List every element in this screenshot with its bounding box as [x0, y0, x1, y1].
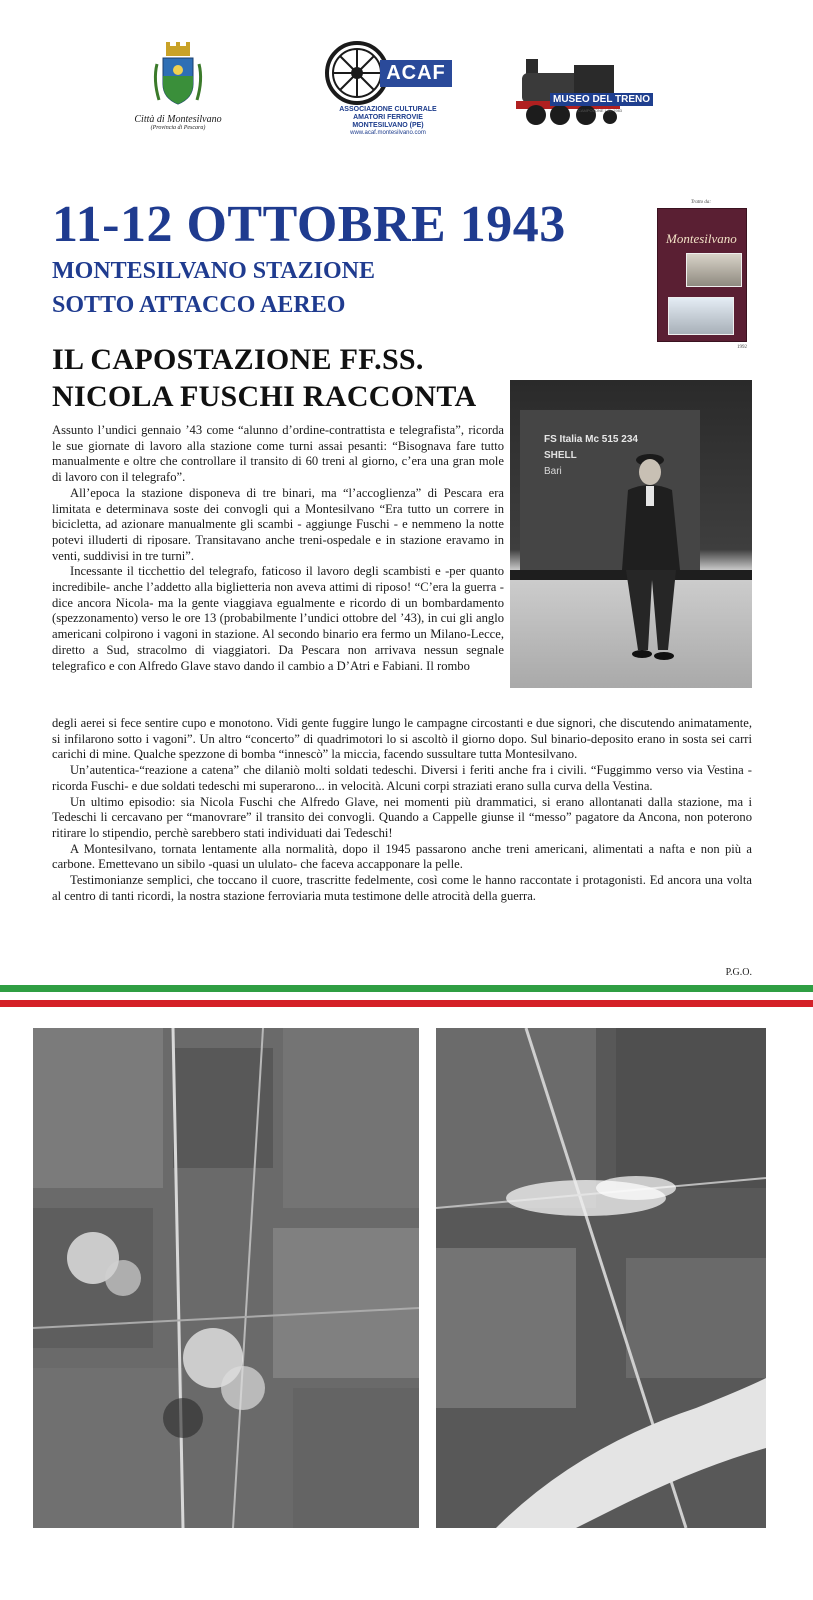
city-name: Città di Montesilvano [134, 114, 222, 125]
museo-label: MUSEO DEL TRENO [550, 93, 653, 106]
aerial-photo-right [436, 1028, 766, 1528]
wagon-sign-line3: Bari [544, 466, 562, 477]
acaf-line3: MONTESILVANO (PE) [352, 122, 424, 129]
steam-locomotive-icon [516, 55, 626, 127]
subtitle-line2: SOTTO ATTACCO AEREO [52, 292, 346, 318]
author-signature: P.G.O. [725, 967, 752, 978]
city-crest-icon [151, 40, 205, 112]
stationmaster-photo [510, 380, 752, 688]
book-caption: Tratto da: [690, 200, 712, 205]
article-paragraph: Un’autentica-“reazione a catena” che dilaniò molti soldati tedeschi. Diversi i feriti anche fra i civili. “Fuggimmo verso via Vestina -ricorda Fuschi- e due soldati tedeschi mi superarono... in velocità. Alcuni corpi straziati erano sulla curva della Vestina. [52, 763, 752, 793]
book-title: Montesilvano [666, 231, 737, 246]
article-column-bottom [52, 716, 752, 904]
article-paragraph: Assunto l’undici gennaio ’43 come “alunno d’ordine-contrattista e telegrafista”, ricorda le sue giornate di lavoro alla stazione come turni assai pesanti: “Bisognava fare tutto manualmente e oltre che controllare il transito di 60 treni al giorno, c’era una gran mole di lavoro con il telegrafo”. [52, 423, 504, 485]
date-title: 11-12 OTTOBRE 1943 [52, 196, 566, 253]
acaf-line2: AMATORI FERROVIE [353, 114, 423, 121]
city-logo [118, 40, 238, 131]
subtitle-line1: MONTESILVANO STAZIONE [52, 258, 375, 284]
book-photo-2 [668, 297, 734, 335]
acaf-logo [318, 40, 458, 136]
article-column-top [52, 423, 504, 674]
flag-stripe-green [0, 985, 813, 992]
wagon-sign-line1: FS Italia Mc 515 234 [544, 434, 638, 445]
article-paragraph: All’epoca la stazione disponeva di tre binari, ma “l’accoglienza” di Pescara era limitata e determinava soste dei convogli qui a Montesilvano “Era tutto un correre in bicicletta, ad azionare manualmente gli scambi - aggiunge Fuschi - e nemmeno la notte potevi illuderti di riposare. Transitavano anche treni-ospedale e in stazione eravamo in venti, suddivisi in tre turni”. [52, 485, 504, 563]
wagon-sign-line2: SHELL [544, 450, 577, 461]
acaf-url: www.acaf.montesilvano.com [350, 130, 426, 136]
museo-sub: CAMPOLONE L.R. 1983 [578, 108, 623, 113]
book-photo-1 [686, 253, 742, 287]
museo-logo [516, 55, 651, 127]
acaf-short: ACAF [380, 60, 452, 87]
acaf-line1: ASSOCIAZIONE CULTURALE [339, 106, 437, 113]
article-paragraph: Testimonianze semplici, che toccano il cuore, trascritte fedelmente, così come le hanno raccontate i protagonisti. Ed ancora una volta al centro di tanti ricordi, la nostra stazione ferroviaria muta testimone delle atrocità della guerra. [52, 873, 752, 903]
book-year: 1992 [737, 345, 747, 350]
book-cover-thumbnail [653, 200, 749, 350]
article-paragraph: degli aerei si fece sentire cupo e monotono. Vidi gente fuggire lungo le campagne circostanti e due signori, che discutendo animatamente, si infilarono sotto i vagoni”. Un altro “concerto” di quadrimotori lo si ascoltò il giorno dopo. Sul binario-deposito erano in sosta sei carri carichi di mine. Qualche spezzone di bomba “innescò” la miccia, facendo sussultare tutta Montesilvano. [52, 716, 752, 762]
heading-line2: NICOLA FUSCHI RACCONTA [52, 380, 477, 413]
italian-flag-divider [0, 985, 813, 1009]
heading-line1: IL CAPOSTAZIONE FF.SS. [52, 343, 424, 376]
header-logos [0, 0, 813, 180]
article-paragraph: A Montesilvano, tornata lentamente alla normalità, dopo il 1945 passarono anche treni americani, alimentati a nafta e non più a carbone. Emettevano un sibilo -quasi un ululato- che faceva accapponare la pelle. [52, 841, 752, 872]
article-paragraph: Incessante il ticchettio del telegrafo, faticoso il lavoro degli scambisti e -per quanto incredibile- anche l’addetto alla biglietteria non aveva attimi di riposo! “C’era la guerra -dice ancora Nicola- ma la gente viaggiava egualmente e ricordo di un bombardamento (spezzonamento) verso le ore 13 (probabilmente l’undici ottobre del ’43), in cui gli anglo americani colpirono i vagoni in stazione. Al secondo binario era fermo un Milano-Lecce, diretto a Sud, stracolmo di viaggiatori. Da Pescara non arrivava nessun segnale telegrafico e con Alfredo Glave stavo dando il cambio a D’Atri e Fabiani. Il rombo [52, 564, 504, 673]
book-cover [657, 208, 747, 342]
flag-stripe-red [0, 1000, 813, 1007]
article-paragraph: Un ultimo episodio: sia Nicola Fuschi che Alfredo Glave, nei momenti più drammatici, si erano allontanati dalla stazione, ma i Tedeschi li cercavano per “manovrare” il transito dei convogli. Quando a Cappelle giunse il “messo” pagatore da Ancona, non poterono ritirare lo stipendio, perchè sarebbero stati individuati dai Tedeschi! [52, 794, 752, 840]
aerial-photo-left [33, 1028, 419, 1528]
city-province: (Provincia di Pescara) [150, 125, 206, 131]
